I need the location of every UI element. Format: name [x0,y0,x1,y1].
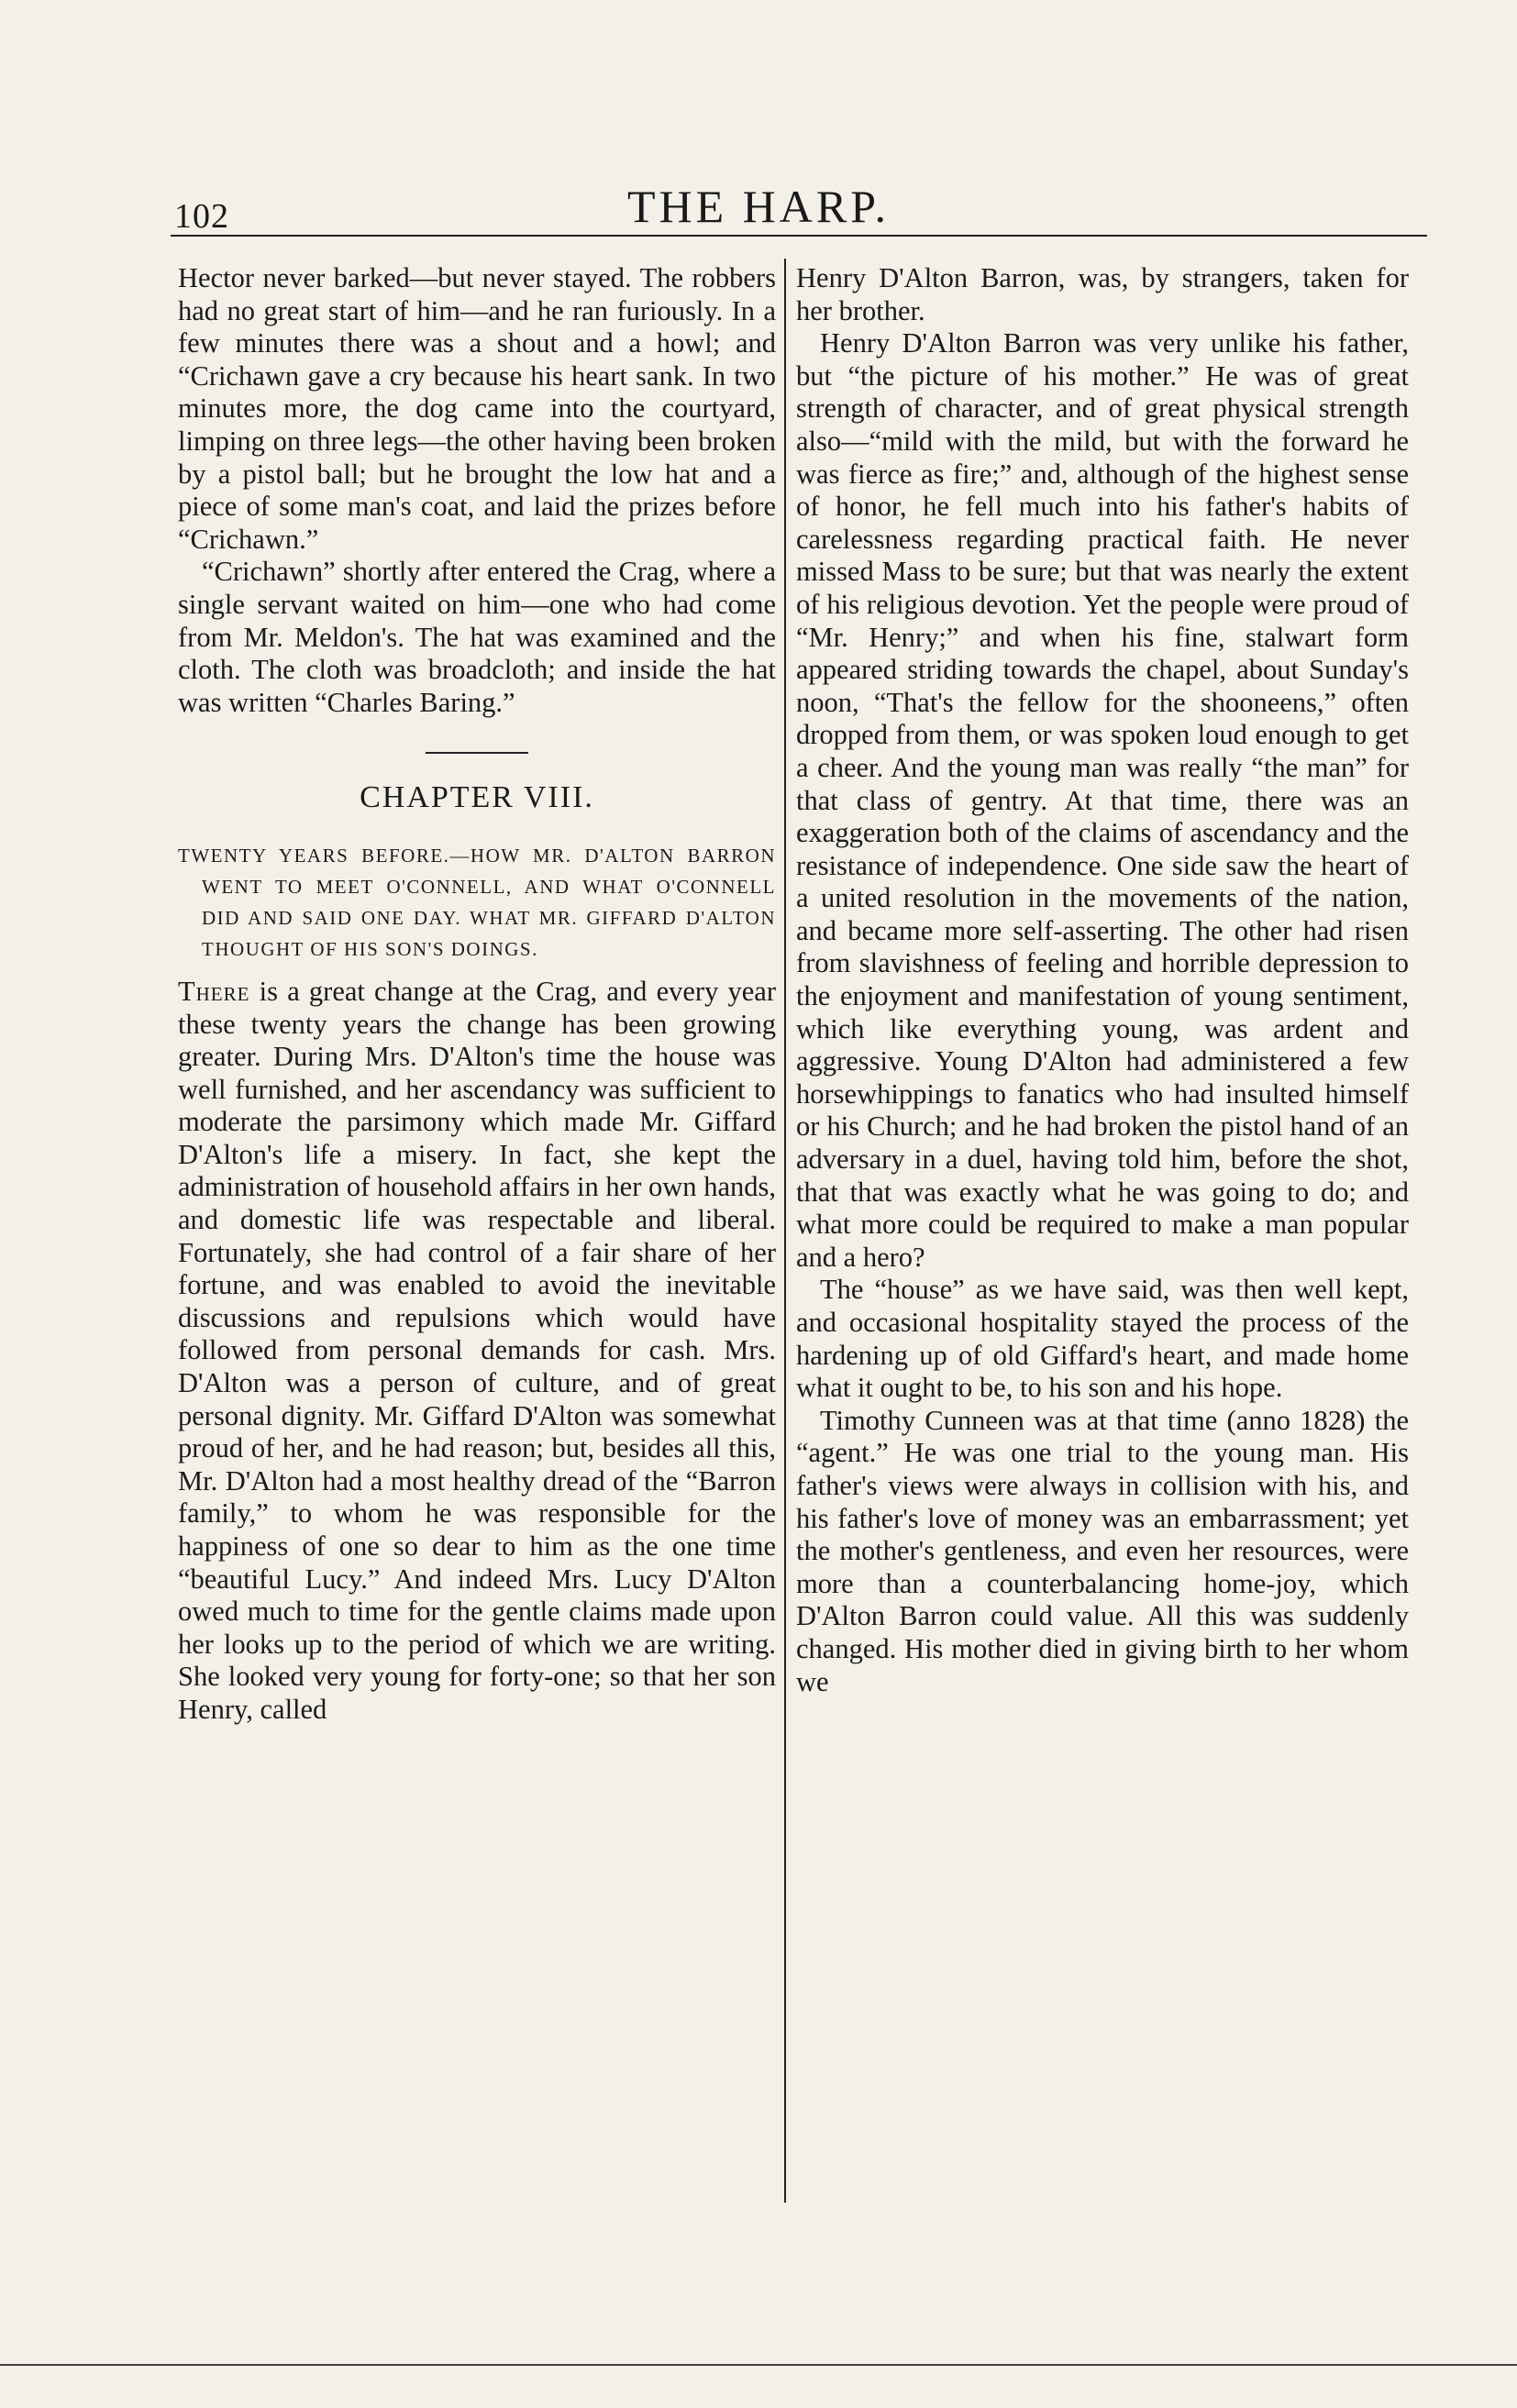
chapter-summary: TWENTY YEARS BEFORE.—HOW MR. D'ALTON BARRON WENT TO MEET O'CONNELL, AND WHAT O'CONNELL DID AND SAID ONE DAY. WHAT MR. GIFFARD D'ALTON THOUGHT OF HIS SON'S DOINGS. [178,844,776,960]
header-rule [171,235,1427,237]
left-column [178,262,776,1727]
bottom-rule [0,2364,1517,2366]
paragraph: Timothy Cunneen was at that time (anno 1828) the “agent.” He was one trial to the young man. His father's views were always in collision with his, and his father's love of money was an embarrassment; yet the mother's gentleness, and even her resources, were more than a counterbalancing home-joy, which D'Alton Barron could value. All this was suddenly changed. His mother died in giving birth to her whom we [796,1404,1409,1697]
lead-word: There [178,975,250,1007]
running-title: THE HARP. [626,181,891,232]
right-column [796,262,1409,1698]
paragraph: Henry D'Alton Barron was very unlike his father, but “the picture of his mother.” He was of great strength of character, and of great physical strength also—“mild with the mild, but with the forward he was fierce as fire;” and, although of the highest sense of honor, he fell much into his father's habits of carelessness regarding practical faith. He never missed Mass to be sure; but that was nearly the extent of his religious devotion. Yet the people were proud of “Mr. Henry;” and when his fine, stalwart form appeared striding towards the chapel, about Sunday's noon, “That's the fellow for the shooneens,” often dropped from them, or was spoken loud enough to get a cheer. And the young man was really “the man” for that class of gentry. At that time, there was an exaggeration both of the claims of ascendancy and the resistance of independence. One side saw the heart of a united resolution in the movements of the nation, and became more self-asserting. The other had risen from slavishness of feeling and horrible depression to the enjoyment and manifestation of young sentiment, which like everything young, was ardent and aggressive. Young D'Alton had administered a few horsewhippings to fanatics who had insulted himself or his Church; and he had broken the pistol hand of an adversary in a duel, having told him, before the shot, that that was exactly what he was going to do; and what more could be required to make a man popular and a hero? [796,327,1409,1273]
paragraph [178,976,776,1727]
paragraph: The “house” as we have said, was then well kept, and occasional hospitality stayed the process of the hardening up of old Giffard's heart, and made home what it ought to be, to his son and his hope. [796,1274,1409,1404]
paragraph: Hector never barked—but never stayed. The robbers had no great start of him—and he ran furiously. In a few minutes there was a shout and a howl; and “Crichawn gave a cry because his heart sank. In two minutes more, the dog came into the courtyard, limping on three legs—the other having been broken by a pistol ball; but he brought the low hat and a piece of some man's coat, and laid the prizes before “Crichawn.” [178,262,776,555]
paragraph: “Crichawn” shortly after entered the Crag, where a single servant waited on him—one who had come from Mr. Meldon's. The hat was examined and the cloth. The cloth was broadcloth; and inside the hat was written “Charles Baring.” [178,556,776,718]
section-divider [426,752,528,754]
page-number: 102 [174,197,229,236]
chapter-title: CHAPTER VIII. [360,780,594,815]
paragraph: Henry D'Alton Barron, was, by strangers, taken for her brother. [796,262,1409,326]
column-divider [784,259,786,2203]
paragraph-body: is a great change at the Crag, and every year these twenty years the change has been growing greater. During Mrs. D'Alton's time the house was well furnished, and her ascendancy was sufficient to moderate the parsimony which made Mr. Giffard D'Alton's life a misery. In fact, she kept the administration of household affairs in her own hands, and domestic life was respectable and liberal. Fortunately, she had control of a fair share of her fortune, and was enabled to avoid the inevitable discussions and repulsions which would have followed from personal demands for cash. Mrs. D'Alton was a person of culture, and of great personal dignity. Mr. Giffard D'Alton was somewhat proud of her, and he had reason; but, besides all this, Mr. D'Alton had a most healthy dread of the “Barron family,” to whom he was responsible for the happiness of one so dear to him as the one time “beautiful Lucy.” And indeed Mrs. Lucy D'Alton owed much to time for the gentle claims made upon her looks up to the period of which we are writing. She looked very young for forty-one; so that her son Henry, called [178,975,776,1725]
